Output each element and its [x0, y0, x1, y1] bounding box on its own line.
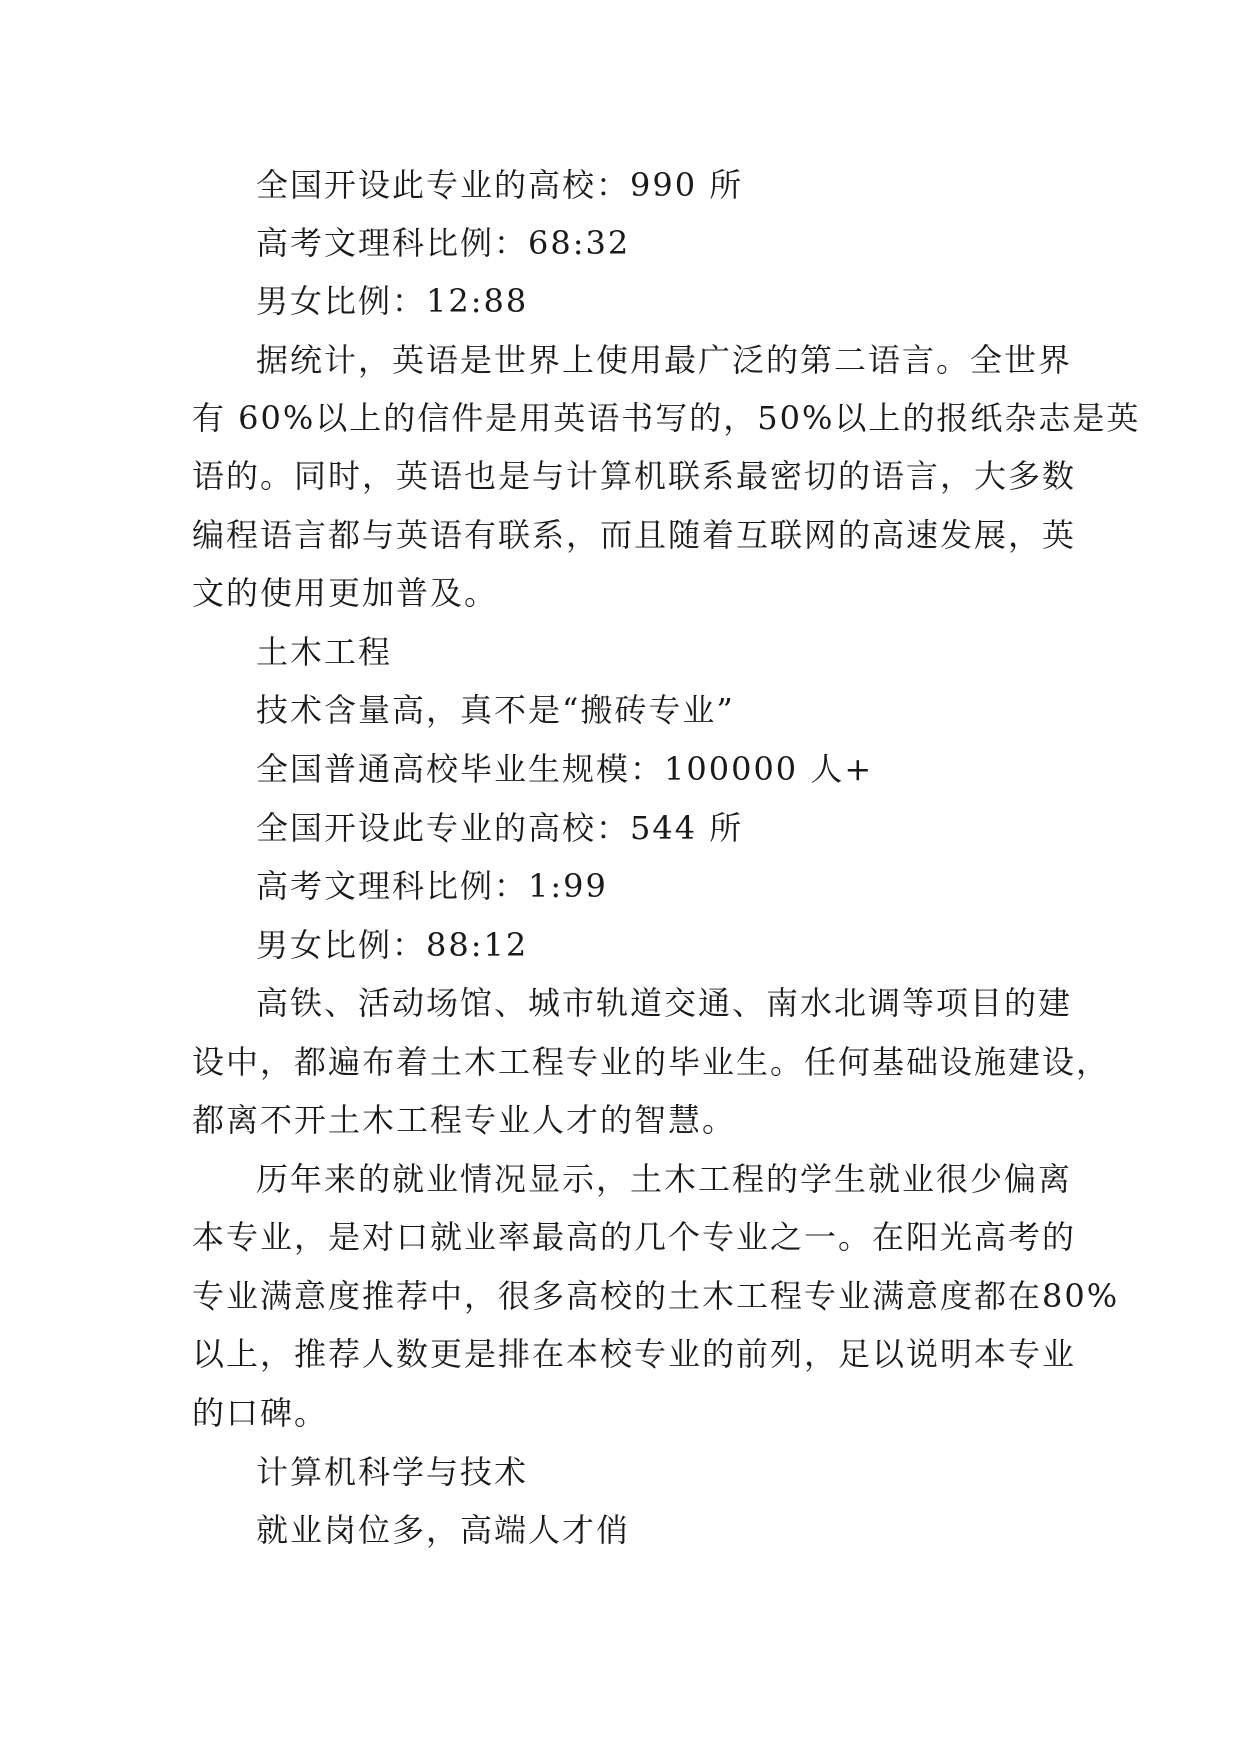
paragraph-line: 高铁、活动场馆、城市轨道交通、南水北调等项目的建 — [256, 984, 1073, 1022]
paragraph-line: 设中，都遍布着土木工程专业的毕业生。任何基础设施建设， — [192, 1043, 1111, 1081]
paragraph-line: 历年来的就业情况显示，土木工程的学生就业很少偏离 — [256, 1160, 1073, 1198]
section-subheading: 技术含量高，真不是“搬砖专业” — [256, 691, 735, 729]
section-heading: 计算机科学与技术 — [256, 1453, 529, 1491]
text-line: 全国开设此专业的高校：990 所 — [256, 166, 744, 204]
section-heading: 土木工程 — [256, 633, 393, 671]
text-line: 全国开设此专业的高校：544 所 — [256, 809, 744, 847]
paragraph-line: 以上，推荐人数更是排在本校专业的前列，足以说明本专业 — [192, 1335, 1077, 1373]
text-line: 高考文理科比例：1:99 — [256, 867, 608, 905]
section-subheading: 就业岗位多，高端人才俏 — [256, 1511, 631, 1549]
text-line: 全国普通高校毕业生规模：100000 人+ — [256, 750, 874, 788]
paragraph-line: 语的。同时，英语也是与计算机联系最密切的语言，大多数 — [192, 457, 1077, 495]
text-line: 男女比例：12:88 — [256, 282, 529, 320]
paragraph-line: 据统计，英语是世界上使用最广泛的第二语言。全世界 — [256, 341, 1073, 379]
paragraph-line: 文的使用更加普及。 — [192, 574, 499, 612]
paragraph-line: 有 60%以上的信件是用英语书写的，50%以上的报纸杂志是英 — [192, 399, 1141, 437]
paragraph-line: 专业满意度推荐中，很多高校的土木工程专业满意度都在80% — [192, 1277, 1120, 1315]
paragraph-line: 本专业，是对口就业率最高的几个专业之一。在阳光高考的 — [192, 1218, 1077, 1256]
paragraph-line: 的口碑。 — [192, 1394, 329, 1432]
paragraph-line: 编程语言都与英语有联系，而且随着互联网的高速发展，英 — [192, 516, 1077, 554]
text-line: 男女比例：88:12 — [256, 926, 529, 964]
text-line: 高考文理科比例：68:32 — [256, 224, 631, 262]
paragraph-line: 都离不开土木工程专业人才的智慧。 — [192, 1101, 737, 1139]
